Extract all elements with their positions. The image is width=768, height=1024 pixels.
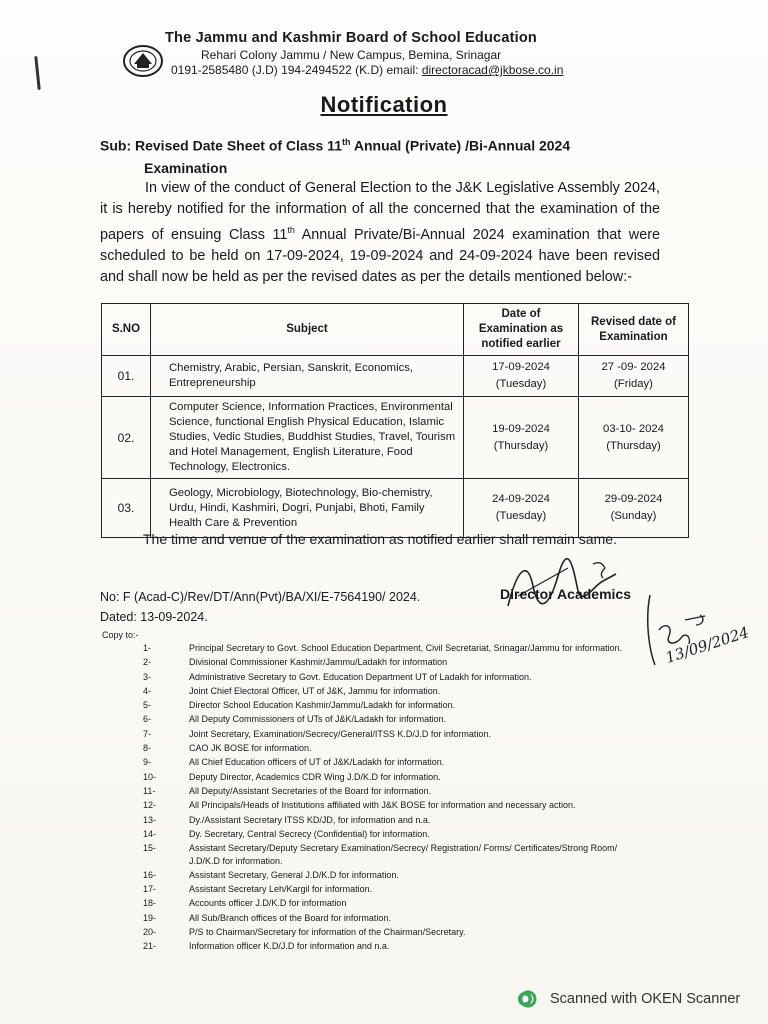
list-item — [143, 828, 643, 840]
copy-number: 10- — [143, 771, 157, 782]
subject-superscript: th — [341, 137, 351, 147]
list-item — [143, 785, 643, 797]
copy-number: 3- — [143, 671, 152, 682]
header-sno: S.NO — [102, 304, 151, 356]
copy-to-heading: Copy to:- — [102, 630, 139, 640]
revised-date-day: (Sunday) — [610, 510, 657, 522]
revised-date-day: (Thursday) — [606, 439, 661, 452]
copy-number: 2- — [143, 657, 152, 668]
list-item — [143, 897, 643, 909]
list-item — [143, 940, 643, 952]
copy-recipient: Joint Secretary, Examination/Secrecy/General/ITSS K.D/J.D for information. — [189, 728, 491, 739]
header-revised-date: Revised date of Examination — [579, 304, 689, 356]
copy-recipient: Dy./Assistant Secretary ITSS KD/JD, for information and n.a. — [189, 814, 431, 825]
copy-number: 8- — [143, 743, 152, 754]
list-item — [143, 713, 643, 725]
copy-number: 19- — [143, 912, 157, 923]
header-earlier-date: Date of Examination as notified earlier — [464, 304, 579, 356]
copy-recipient: Assistant Secretary, General J.D/K.D for information. — [189, 869, 399, 880]
copy-recipient: CAO JK BOSE for information. — [189, 743, 312, 754]
row-revised-date — [579, 479, 689, 538]
list-item — [143, 685, 643, 697]
copy-recipient: Administrative Secretary to Govt. Education Department UT of Ladakh for information. — [189, 671, 532, 682]
list-item — [143, 814, 643, 826]
body-paragraph — [100, 178, 660, 288]
revised-date-value: 03-10- 2024 — [603, 422, 664, 435]
subject-continuation: Examination — [144, 159, 228, 176]
copy-recipient: Director School Education Kashmir/Jammu/Ladakh for information. — [189, 700, 456, 711]
board-logo — [122, 44, 164, 78]
copy-number: 14- — [143, 828, 157, 839]
copy-recipient: Assistant Secretary Leh/Kargil for information. — [189, 884, 373, 895]
list-item — [143, 842, 643, 867]
copy-number: 11- — [143, 785, 156, 796]
copy-number: 12- — [143, 800, 157, 811]
table-header-row — [102, 304, 689, 356]
letterhead — [165, 30, 645, 77]
email-address: directoracad@jkbose.co.in — [421, 63, 564, 77]
row-subjects: Geology, Microbiology, Biotechnology, Bio-chemistry, Urdu, Hindi, Kashmiri, Dogri, Punjabi, Bhoti, Family Health Care & Prevention — [151, 479, 464, 538]
copy-number: 7- — [143, 728, 152, 739]
copy-number: 13- — [143, 814, 157, 825]
earlier-date-value: 19-09-2024 — [492, 422, 550, 435]
copy-number: 17- — [143, 884, 157, 895]
copy-recipient: Accounts officer J.D/K.D for information — [189, 898, 347, 909]
organization-name: The Jammu and Kashmir Board of School Education — [165, 30, 537, 46]
copy-number: 5- — [143, 700, 152, 711]
row-sno: 02. — [102, 397, 151, 479]
copy-number: 6- — [143, 714, 152, 725]
copy-recipient: Deputy Director, Academics CDR Wing J.D/K.D for information. — [189, 771, 441, 782]
copy-number: 15- — [143, 843, 157, 854]
list-item — [143, 883, 643, 895]
copy-recipient: P/S to Chairman/Secretary for information of the Chairman/Secretary. — [189, 927, 466, 938]
copy-recipient: Assistant Secretary/Deputy Secretary Examination/Secrecy/ Registration/ Forms/ Certificates/Strong Room/ J.D/K.D for information. — [189, 843, 618, 866]
earlier-date-day: (Tuesday) — [495, 378, 547, 390]
body-superscript: th — [287, 225, 295, 235]
list-item — [143, 656, 643, 668]
copy-number: 20- — [143, 927, 157, 938]
copy-number: 1- — [143, 643, 152, 653]
copy-recipient: Information officer K.D/J.D for information and n.a. — [189, 941, 390, 952]
copy-recipient: All Deputy Commissioners of UTs of J&K/Ladakh for information. — [189, 714, 447, 725]
copy-number: 4- — [143, 685, 152, 696]
copy-to-list — [143, 642, 643, 955]
copy-recipient: All Chief Education officers of UT of J&K/Ladakh for information. — [189, 757, 445, 768]
list-item — [143, 728, 643, 740]
copy-recipient: All Sub/Branch offices of the Board for information. — [189, 912, 391, 923]
table-row — [102, 356, 689, 397]
copy-recipient: All Deputy/Assistant Secretaries of the Board for information. — [189, 785, 432, 796]
list-item — [143, 912, 643, 924]
list-item — [143, 771, 643, 783]
handwritten-date: 13/09/2024 — [663, 623, 752, 667]
subject-prefix: Sub: Revised Date Sheet of Class 11 — [100, 137, 342, 154]
scanner-label: Scanned with OKEN Scanner — [550, 991, 741, 1007]
scanner-watermark — [516, 990, 740, 1008]
organization-contact — [171, 63, 645, 77]
row-subjects: Chemistry, Arabic, Persian, Sanskrit, Economics, Entrepreneurship — [151, 356, 464, 397]
row-earlier-date — [464, 356, 579, 397]
copy-number: 21- — [143, 941, 157, 952]
earlier-date-value: 24-09-2024 — [492, 493, 550, 505]
copy-recipient: Divisional Commissioner Kashmir/Jammu/Ladakh for information — [189, 657, 448, 668]
table-row — [102, 397, 689, 479]
earlier-date-day: (Tuesday) — [495, 510, 547, 522]
organization-address: Rehari Colony Jammu / New Campus, Bemina, Srinagar — [201, 48, 502, 62]
copy-number: 9- — [143, 757, 152, 768]
reference-number: No: F (Acad-C)/Rev/DT/Ann(Pvt)/BA/XI/E-7564190/ 2024. — [100, 590, 421, 604]
signatory-title: Director Academics — [500, 586, 631, 602]
header-subject: Subject — [151, 304, 464, 356]
row-sno: 03. — [102, 479, 151, 538]
scanner-logo-icon — [516, 990, 544, 1008]
revised-date-value: 27 -09- 2024 — [601, 361, 666, 373]
revised-date-value: 29-09-2024 — [604, 493, 663, 505]
earlier-date-value: 17-09-2024 — [492, 361, 550, 373]
list-item — [143, 642, 643, 654]
list-item — [143, 742, 643, 754]
body-part-2: Annual Private/Bi-Annual 2024 examination that were scheduled to be held on 17-09-2024, 19-09-2024 and 24-09-2024 have been revised and shall now be held as per the revised dates as per the details mentioned below:- — [100, 226, 660, 285]
list-item — [143, 671, 643, 683]
row-earlier-date — [464, 397, 579, 479]
list-item — [143, 699, 643, 711]
row-sno: 01. — [102, 356, 151, 397]
list-item — [143, 869, 643, 881]
time-venue-note: The time and venue of the examination as notified earlier shall remain same. — [143, 531, 617, 547]
page-title: Notification — [320, 92, 448, 117]
copy-number: 16- — [143, 869, 157, 880]
body-part-1: In view of the conduct of General Election to the J&K Legislative Assembly 2024, it is hereby notified for the information of all the concerned that the examination of the papers of ensuing Class 11 — [100, 180, 660, 243]
phone-numbers: 0191-2585480 (J.D) 194-2494522 (K.D) email: — [171, 63, 422, 77]
copy-recipient: All Principals/Heads of Institutions affiliated with J&K BOSE for information and necessary action. — [189, 800, 576, 811]
copy-recipient: Dy. Secretary, Central Secrecy (Confidential) for information. — [189, 828, 430, 839]
margin-pen-mark — [34, 56, 41, 90]
list-item — [143, 799, 643, 811]
list-item — [143, 756, 643, 768]
row-earlier-date — [464, 479, 579, 538]
row-revised-date — [579, 397, 689, 479]
copy-recipient: Principal Secretary to Govt. School Education Department, Civil Secretariat, Srinagar/Jammu for information. — [189, 643, 623, 653]
table-row — [102, 479, 689, 538]
revised-date-day: (Friday) — [614, 378, 653, 390]
date-sheet-table — [101, 303, 689, 538]
subject-line — [100, 131, 660, 179]
issue-date: Dated: 13-09-2024. — [100, 610, 208, 624]
copy-recipient: Joint Chief Electoral Officer, UT of J&K, Jammu for information. — [189, 685, 441, 696]
earlier-date-day: (Thursday) — [493, 439, 549, 452]
subject-rest: Annual (Private) /Bi-Annual 2024 — [350, 137, 571, 154]
row-revised-date — [579, 356, 689, 397]
list-item — [143, 926, 643, 938]
copy-number: 18- — [143, 898, 157, 909]
row-subjects: Computer Science, Information Practices, Environmental Science, functional English Physical Education, Islamic Studies, Vedic Studies, Buddhist Studies, Travel, Tourism and Hotel Management, English Literature, Food Technology, Electronics. — [151, 397, 464, 479]
